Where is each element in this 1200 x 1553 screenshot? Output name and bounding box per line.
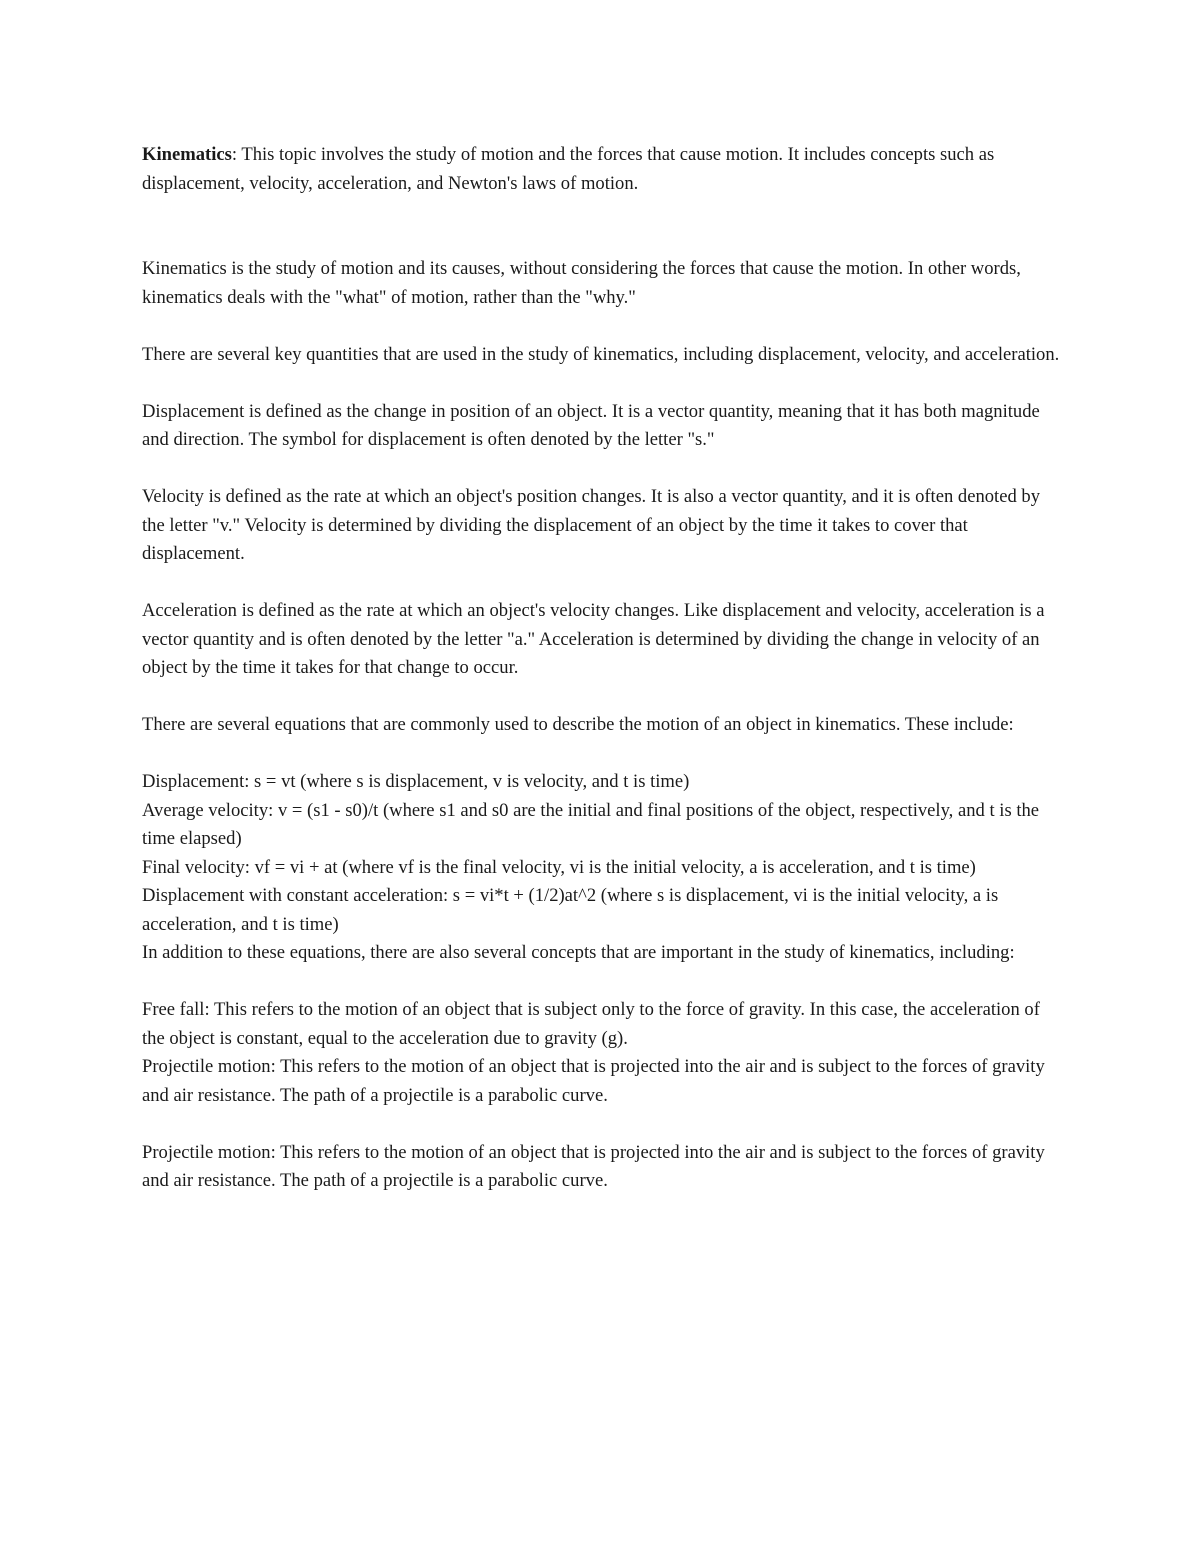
paragraph-concepts-intro: In addition to these equations, there are also several concepts that are important in the study of kinematics, including:: [142, 942, 1015, 963]
paragraph-key-quantities: There are several key quantities that are used in the study of kinematics, including displacement, velocity, and acceleration.: [142, 343, 1060, 365]
paragraph-velocity: Velocity is defined as the rate at which an object's position changes. It is also a vector quantity, and it is often denoted by the letter "v." Velocity is determined by dividing the displacement of an object by the time it takes to cover that displacement.: [142, 486, 1041, 564]
equation-average-velocity: Average velocity: v = (s1 - s0)/t (where s1 and s0 are the initial and final positions of the object, respectively, and t is the time elapsed): [142, 799, 1040, 849]
intro-paragraph: [142, 141, 1062, 198]
equation-displacement: Displacement: s = vt (where s is displacement, v is velocity, and t is time): [142, 771, 690, 792]
concept-projectile-motion-repeat: Projectile motion: This refers to the motion of an object that is projected into the air and is subject to the forces of gravity and air resistance. The path of a projectile is a parabolic curve.: [142, 1141, 1045, 1191]
paragraph-acceleration: Acceleration is defined as the rate at which an object's velocity changes. Like displacement and velocity, acceleration is a vector quantity and is often denoted by the letter "a." Acceleration is determined by dividing the change in velocity of an object by the time it takes for that change to occur.: [142, 600, 1045, 678]
document-body: [142, 141, 1062, 1196]
paragraph-equations-intro: There are several equations that are commonly used to describe the motion of an object in kinematics. These include:: [142, 714, 1014, 735]
intro-text: : This topic involves the study of motion and the forces that cause motion. It includes concepts such as displacement, velocity, acceleration, and Newton's laws of motion.: [142, 144, 995, 194]
equation-final-velocity: Final velocity: vf = vi + at (where vf is the final velocity, vi is the initial velocity, a is acceleration, and t is time): [142, 856, 976, 878]
equation-constant-acceleration: Displacement with constant acceleration: s = vi*t + (1/2)at^2 (where s is displacement, vi is the initial velocity, a is acceleration, and t is time): [142, 885, 999, 935]
concept-projectile-motion: Projectile motion: This refers to the motion of an object that is projected into the air and is subject to the forces of gravity and air resistance. The path of a projectile is a parabolic curve.: [142, 1056, 1045, 1106]
intro-heading: Kinematics: [142, 144, 232, 165]
paragraph-displacement: Displacement is defined as the change in position of an object. It is a vector quantity, meaning that it has both magnitude and direction. The symbol for displacement is often denoted by the letter "s.": [142, 400, 1040, 450]
concept-free-fall: Free fall: This refers to the motion of an object that is subject only to the force of gravity. In this case, the acceleration of the object is constant, equal to the acceleration due to gravity (g).: [142, 999, 1040, 1049]
paragraph-kinematics-definition: Kinematics is the study of motion and its causes, without considering the forces that cause the motion. In other words, kinematics deals with the "what" of motion, rather than the "why.": [142, 258, 1021, 308]
